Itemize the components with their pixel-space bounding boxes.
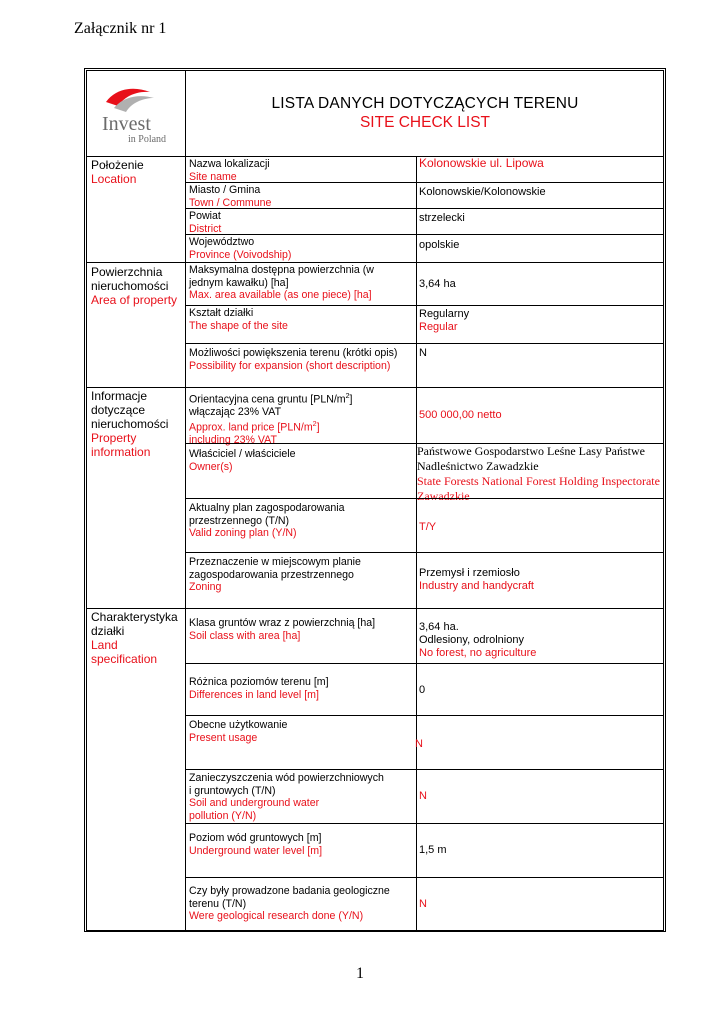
zoning-label-1: Przeznaczenie w miejscowym planie — [189, 556, 361, 568]
pollution-label-en-2: pollution (Y/N) — [189, 809, 257, 822]
town-value: Kolonowskie/Kolonowskie — [419, 186, 546, 198]
site-name-label-en: Site name — [189, 170, 237, 183]
expansion-label: Możliwości powiększenia terenu (krótki opis) — [189, 347, 398, 359]
pollution-label-1: Zanieczyszczenia wód powierzchniowych — [189, 772, 384, 784]
soil-class-label: Klasa gruntów wraz z powierzchnią [ha] — [189, 617, 376, 629]
owner-value-1: Państwowe Gospodarstwo Leśne Lasy Państwe — [417, 444, 645, 458]
pollution-label-2: i gruntowych (T/N) — [189, 784, 276, 797]
price-label-en-1: Approx. land price [PLN/m — [189, 421, 313, 434]
max-area-label-2: jednym kawałku) [ha] — [189, 276, 289, 289]
price-label-en-sup: 2 — [312, 420, 317, 428]
price-label-close: ] — [349, 393, 353, 406]
row-zoning — [186, 552, 663, 609]
row-expansion — [186, 343, 663, 388]
area-label-1: Powierzchnia — [91, 265, 163, 279]
shape-value-en: Regular — [419, 321, 458, 333]
row-groundwater — [186, 823, 663, 878]
property-label-1: Informacje — [91, 389, 148, 403]
owner-value-2: Nadleśnictwo Zawadzkie — [417, 459, 539, 473]
land-label-en-1: Land — [91, 638, 118, 652]
property-label-2: dotyczące — [91, 403, 146, 417]
logo-cell — [86, 70, 186, 157]
owner-value-en-2: Zawadzkie — [417, 489, 470, 503]
soil-class-value-2: Odlesiony, odrolniony — [419, 634, 524, 646]
page-title: LISTA DANYCH DOTYCZĄCYCH TERENU — [271, 95, 579, 112]
zoning-plan-label-en: Valid zoning plan (Y/N) — [189, 527, 297, 539]
price-label-en-close: ] — [316, 421, 320, 434]
row-shape — [186, 305, 663, 344]
row-zoning-plan — [186, 498, 663, 553]
usage-label-en: Present usage — [189, 731, 258, 744]
logo-subtext: in Poland — [128, 134, 167, 145]
section-area — [86, 262, 664, 388]
district-label: Powiat — [189, 210, 221, 222]
shape-label-en: The shape of the site — [189, 319, 288, 332]
zoning-plan-label-1: Aktualny plan zagospodarowania — [189, 502, 345, 514]
price-label-sup: 2 — [345, 393, 350, 400]
province-value: opolskie — [419, 239, 460, 251]
groundwater-label-en: Underground water level [m] — [189, 844, 323, 857]
district-label-en: District — [189, 222, 222, 235]
groundwater-label: Poziom wód gruntowych [m] — [189, 832, 322, 844]
owner-value-en-1: State Forests National Forest Holding Inspectorate — [417, 474, 660, 488]
soil-class-value-1: 3,64 ha. — [419, 621, 459, 633]
land-label-2: działki — [91, 624, 125, 638]
geology-label-2: terenu (T/N) — [189, 897, 247, 910]
row-level-diff — [186, 663, 663, 716]
groundwater-value: 1,5 m — [419, 844, 447, 856]
row-max-area — [186, 263, 663, 305]
province-label: Województwo — [189, 236, 255, 248]
area-label-en: Area of property — [91, 293, 178, 307]
attachment-label: Załącznik nr 1 — [74, 20, 167, 37]
section-land — [86, 608, 664, 931]
section-location — [86, 156, 664, 263]
site-name-label: Nazwa lokalizacji — [189, 158, 270, 170]
page-subtitle: SITE CHECK LIST — [359, 114, 491, 131]
price-label-en-2: including 23% VAT — [189, 433, 277, 446]
district-value: strzelecki — [419, 212, 465, 224]
province-label-en: Province (Voivodship) — [189, 248, 292, 261]
row-site-name — [186, 157, 663, 182]
usage-label: Obecne użytkowanie — [189, 719, 288, 731]
soil-class-label-en: Soil class with area [ha] — [189, 629, 301, 642]
town-label: Miasto / Gmina — [189, 184, 261, 196]
expansion-value: N — [419, 347, 427, 359]
max-area-label-1: Maksymalna dostępna powierzchnia (w — [189, 264, 374, 276]
max-area-label-en: Max. area available (as one piece) [ha] — [189, 289, 372, 301]
row-town — [186, 182, 663, 209]
row-district — [186, 208, 663, 235]
location-label: Położenie — [91, 158, 144, 172]
site-name-value: Kolonowskie ul. Lipowa — [419, 156, 544, 170]
section-property — [86, 387, 664, 609]
property-label-en-2: information — [91, 445, 151, 459]
owner-label: Właściciel / właściciele — [189, 448, 296, 460]
owner-label-en: Owner(s) — [189, 460, 233, 473]
zoning-value: Przemysł i rzemiosło — [419, 567, 520, 579]
level-diff-label: Różnica poziomów terenu [m] — [189, 676, 329, 688]
row-owner — [186, 443, 663, 503]
row-price — [186, 388, 663, 446]
usage-value: N — [415, 738, 423, 750]
row-soil-class — [186, 609, 663, 663]
pollution-label-en-1: Soil and underground water — [189, 797, 320, 809]
shape-value: Regularny — [419, 308, 470, 320]
land-label-en-2: specification — [91, 652, 158, 666]
property-label-3: nieruchomości — [91, 417, 169, 431]
level-diff-value: 0 — [419, 684, 426, 696]
soil-class-value-en: No forest, no agriculture — [419, 647, 537, 659]
row-usage — [186, 715, 663, 770]
row-province — [186, 234, 663, 263]
shape-label: Kształt działki — [189, 307, 254, 319]
zoning-label-2: zagospodarowania przestrzennego — [189, 568, 354, 581]
price-value: 500 000,00 netto — [419, 409, 502, 421]
zoning-plan-value: T/Y — [419, 521, 437, 533]
zoning-plan-label-2: przestrzennego (T/N) — [189, 514, 290, 527]
location-label-en: Location — [91, 172, 137, 186]
price-label-2: włączając 23% VAT — [189, 406, 282, 419]
zoning-value-en: Industry and handycraft — [419, 580, 534, 592]
price-label-1: Orientacyjna cena gruntu [PLN/m — [189, 393, 346, 406]
logo-word: Invest — [102, 113, 151, 135]
property-label-en-1: Property — [91, 431, 137, 445]
row-pollution — [186, 769, 663, 824]
expansion-label-en: Possibility for expansion (short description) — [189, 359, 391, 372]
level-diff-label-en: Differences in land level [m] — [189, 688, 319, 701]
page-number: 1 — [356, 965, 364, 982]
town-label-en: Town / Commune — [189, 196, 272, 209]
geology-value: N — [419, 898, 427, 910]
row-geology — [186, 877, 663, 931]
max-area-value: 3,64 ha — [419, 278, 456, 290]
land-label-1: Charakterystyka — [91, 610, 178, 624]
area-label-2: nieruchomości — [91, 279, 169, 293]
geology-label-en: Were geological research done (Y/N) — [189, 910, 364, 922]
geology-label-1: Czy były prowadzone badania geologiczne — [189, 885, 390, 897]
pollution-value: N — [419, 790, 427, 802]
zoning-label-en: Zoning — [189, 581, 222, 593]
